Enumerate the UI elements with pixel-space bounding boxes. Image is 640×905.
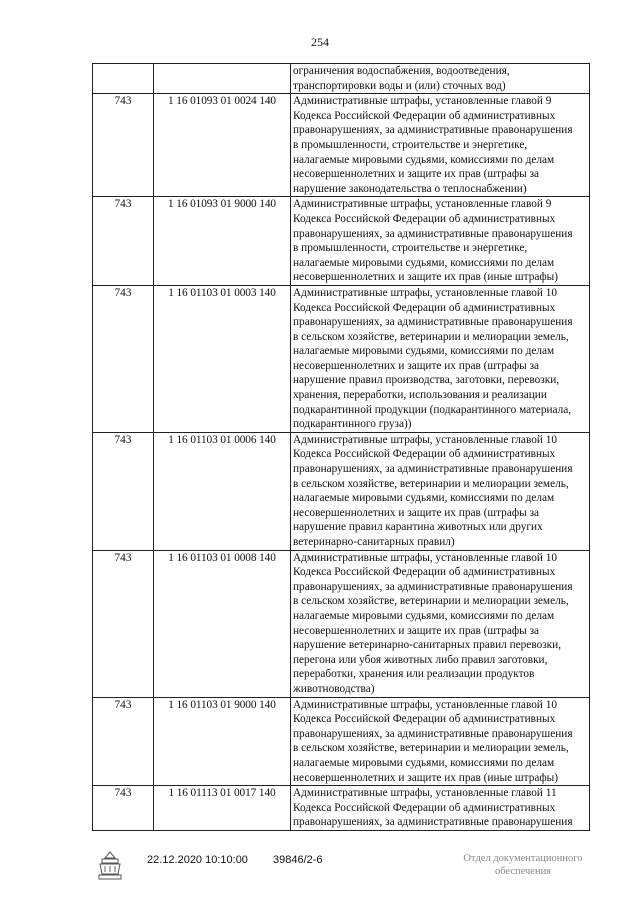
description-line: правонарушениях, за административные правонарушения <box>293 463 573 476</box>
table-row <box>93 697 590 786</box>
table-row <box>93 432 590 550</box>
description-line: нарушение законодательства о теплоснабжении) <box>293 182 527 195</box>
description-line: Кодекса Российской Федерации об административных <box>293 212 556 225</box>
description-line: в сельском хозяйстве, ветеринарии и мелиорации земель, <box>293 477 569 490</box>
description-cell <box>291 786 590 831</box>
description-line: нарушение правил карантина животных или других <box>293 521 543 534</box>
admin-code-cell: 743 <box>93 550 154 697</box>
description-line: Кодекса Российской Федерации об административных <box>293 448 556 461</box>
description-cell <box>291 94 590 197</box>
description-line: переработки, хранения или реализации продуктов <box>293 668 535 681</box>
kbk-code-cell <box>154 64 291 94</box>
kbk-code-cell: 1 16 01113 01 0017 140 <box>154 786 291 831</box>
page-number: 254 <box>311 35 329 49</box>
description-line: нарушение ветеринарно-санитарных правил перевозки, <box>293 639 562 652</box>
description-line: в промышленности, строительстве и энергетике, <box>293 138 528 151</box>
admin-code-cell: 743 <box>93 432 154 550</box>
description-line: ограничения водоспабжения, водоотведения, <box>293 65 510 77</box>
admin-code-cell <box>93 64 154 94</box>
description-line: Кодекса Российской Федерации об административных <box>293 566 556 579</box>
table-row <box>93 197 590 286</box>
description-line: Административные штрафы, установленные главой 9 <box>293 95 552 108</box>
description-line: нарушение правил производства, заготовки, перевозки, <box>293 374 560 387</box>
description-line: налагаемые мировыми судьями, комиссиями по делам <box>293 492 555 505</box>
description-cell <box>291 285 590 432</box>
description-line: правонарушениях, за административные правонарушения <box>293 816 573 829</box>
description-cell <box>291 64 590 94</box>
description-line: несовершеннолетних и защите их прав (штрафы за <box>293 506 540 519</box>
footer-date: 22.12.2020 10:10:00 <box>147 854 248 866</box>
kbk-code-cell: 1 16 01103 01 0008 140 <box>154 550 291 697</box>
description-line: Административные штрафы, установленные главой 10 <box>293 551 558 564</box>
description-line: в сельском хозяйстве, ветеринарии и мелиорации земель, <box>293 595 569 608</box>
description-line: в сельском хозяйстве, ветеринарии и мелиорации земель, <box>293 742 569 755</box>
description-line: несовершеннолетних и защите их прав (штрафы за <box>293 168 540 181</box>
footer-department-line: обеспечения <box>494 866 552 877</box>
description-line: Административные штрафы, установленные главой 10 <box>293 698 558 711</box>
table-row <box>93 94 590 197</box>
kbk-code-cell: 1 16 01103 01 0006 140 <box>154 432 291 550</box>
description-line: ветеринарно-санитарных правил) <box>293 536 455 548</box>
description-line: Административные штрафы, установленные главой 10 <box>293 433 558 446</box>
description-line: правонарушениях, за административные правонарушения <box>293 727 573 740</box>
description-line: несовершеннолетних и защите их прав (штрафы за <box>293 624 540 637</box>
description-line: Кодекса Российской Федерации об административных <box>293 109 556 122</box>
description-line: несовершеннолетних и защите их прав (штрафы за <box>293 359 540 372</box>
admin-code-cell: 743 <box>93 94 154 197</box>
kbk-code-cell: 1 16 01103 01 0003 140 <box>154 285 291 432</box>
description-line: несовершеннолетних и защите их прав (иные штрафы) <box>293 271 559 284</box>
description-line: в сельском хозяйстве, ветеринарии и мелиорации земель, <box>293 330 569 343</box>
emblem-stamp-icon <box>97 850 123 882</box>
description-line: Кодекса Российской Федерации об административных <box>293 801 556 814</box>
description-line: правонарушениях, за административные правонарушения <box>293 124 573 137</box>
description-line: правонарушениях, за административные правонарушения <box>293 227 573 240</box>
description-line: Административные штрафы, установленные главой 9 <box>293 198 552 211</box>
footer-department-line: Отдел документационного <box>463 853 583 864</box>
admin-code-cell: 743 <box>93 786 154 831</box>
description-cell <box>291 432 590 550</box>
description-line: хранения, переработки, использования и реализации <box>293 389 547 402</box>
description-line: Административные штрафы, установленные главой 10 <box>293 286 558 299</box>
page-footer <box>0 850 640 890</box>
table-row <box>93 64 590 94</box>
description-cell <box>291 697 590 786</box>
table-row <box>93 285 590 432</box>
footer-department <box>448 852 598 878</box>
description-line: Кодекса Российской Федерации об административных <box>293 301 556 314</box>
description-line: животноводства) <box>293 682 375 695</box>
kbk-code-cell: 1 16 01093 01 9000 140 <box>154 197 291 286</box>
description-line: перегона или убоя животных либо правил заготовки, <box>293 653 548 666</box>
footer-doc-number: 39846/2-6 <box>273 854 323 866</box>
table-row <box>93 550 590 697</box>
description-line: Кодекса Российской Федерации об административных <box>293 713 556 726</box>
kbk-code-cell: 1 16 01103 01 9000 140 <box>154 697 291 786</box>
description-line: налагаемые мировыми судьями, комиссиями по делам <box>293 153 555 166</box>
description-line: налагаемые мировыми судьями, комиссиями по делам <box>293 609 555 622</box>
description-line: подкарантинного груза)) <box>293 418 412 431</box>
kbk-code-cell: 1 16 01093 01 0024 140 <box>154 94 291 197</box>
description-line: подкарантинной продукции (подкарантинного материала, <box>293 403 572 416</box>
admin-code-cell: 743 <box>93 285 154 432</box>
description-line: Административные штрафы, установленные главой 11 <box>293 787 557 800</box>
description-line: налагаемые мировыми судьями, комиссиями по делам <box>293 345 555 358</box>
admin-code-cell: 743 <box>93 197 154 286</box>
description-line: правонарушениях, за административные правонарушения <box>293 316 573 329</box>
table-row <box>93 786 590 831</box>
description-cell <box>291 197 590 286</box>
description-line: налагаемые мировыми судьями, комиссиями по делам <box>293 756 555 769</box>
description-line: несовершеннолетних и защите их прав (иные штрафы) <box>293 771 559 784</box>
kbk-table <box>92 63 590 831</box>
admin-code-cell: 743 <box>93 697 154 786</box>
description-cell <box>291 550 590 697</box>
description-line: налагаемые мировыми судьями, комиссиями по делам <box>293 256 555 269</box>
description-line: в промышленности, строительстве и энергетике, <box>293 242 528 255</box>
description-line: правонарушениях, за административные правонарушения <box>293 580 573 593</box>
description-line: транспортировки воды и (или) сточных вод) <box>293 79 506 92</box>
